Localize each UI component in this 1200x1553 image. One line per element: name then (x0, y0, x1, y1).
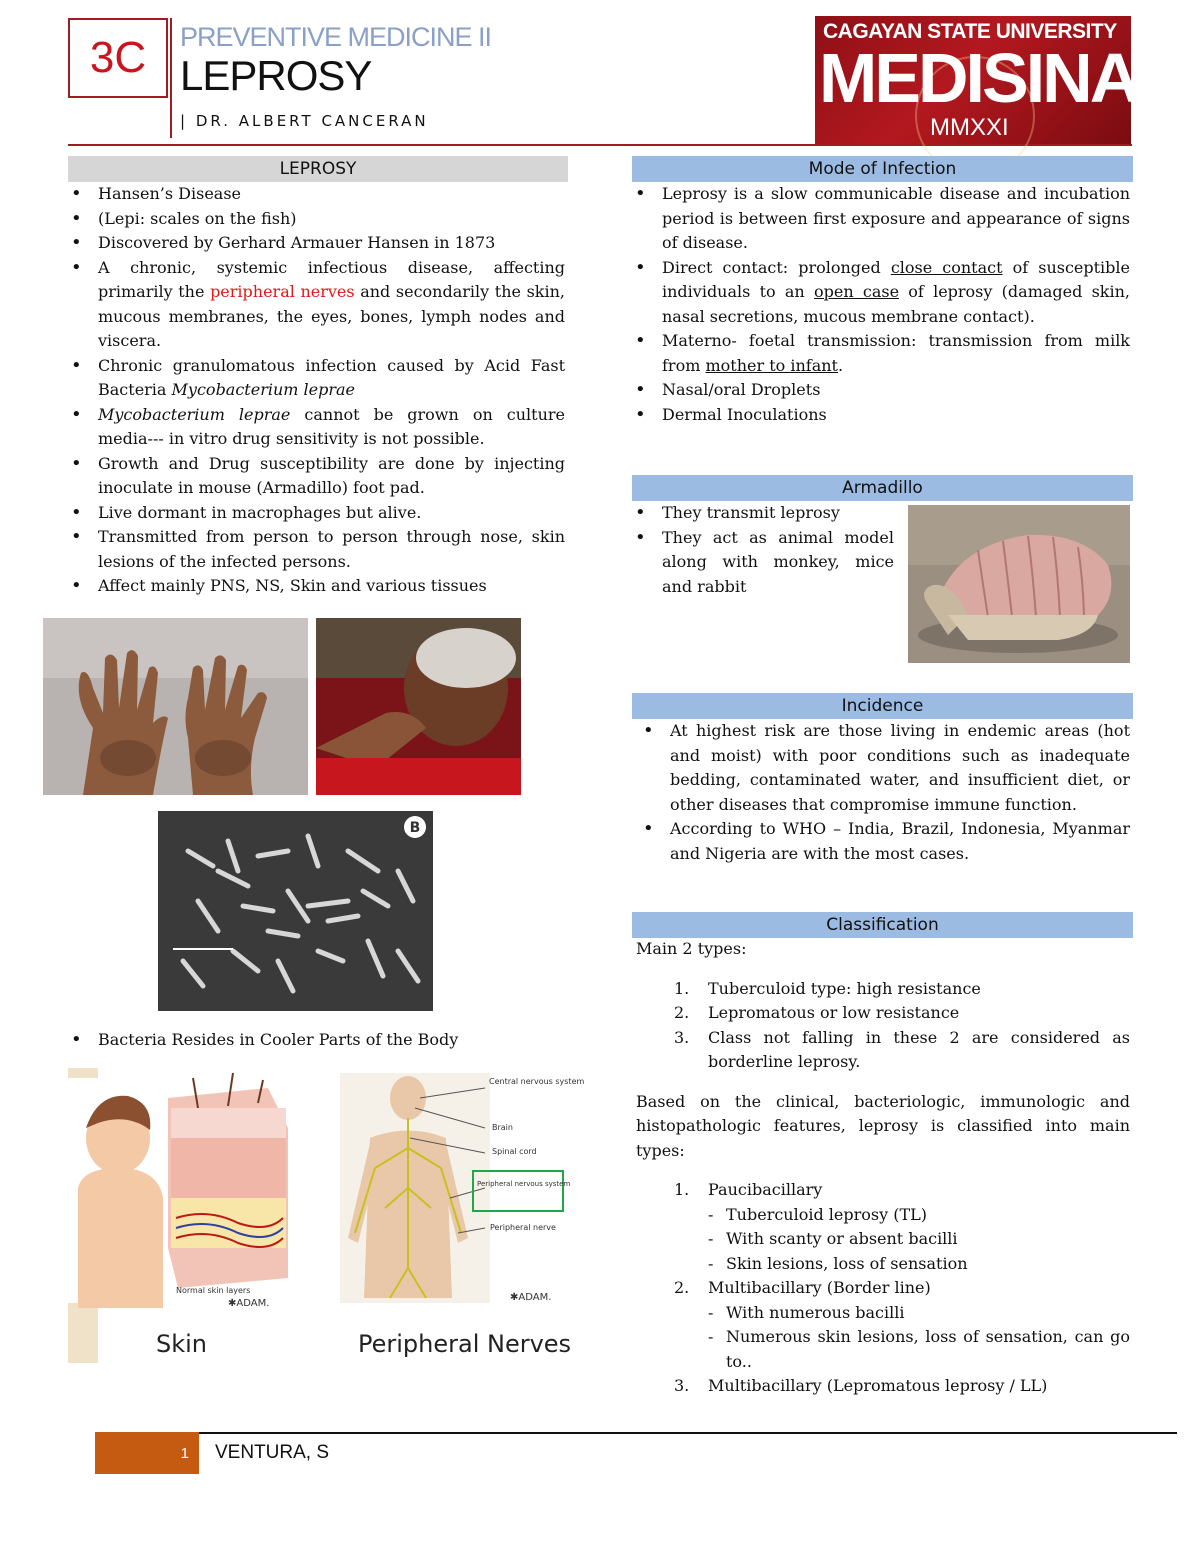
classification-content (636, 937, 1130, 1399)
sub-item: - Numerous skin lesions, loss of sensation, can go to.. (636, 1325, 1130, 1374)
classification-intro: Main 2 types: (636, 939, 747, 958)
classification-section-header: Classification (632, 912, 1133, 938)
nerves-caption: Peripheral Nerves (358, 1330, 572, 1358)
course-title: PREVENTIVE MEDICINE II (180, 22, 492, 52)
brand-year: MMXXI (930, 114, 1009, 141)
leprosy-hands-photo (43, 618, 308, 795)
list-item: 2. Lepromatous or low resistance (674, 1003, 960, 1022)
list-item: • Leprosy is a slow communicable disease and incubation period is between first exposure and appearance of signs of disease. (632, 182, 1130, 256)
list-item: 3. Multibacillary (Lepromatous leprosy / LL) (674, 1376, 1048, 1395)
list-item: • Nasal/oral Droplets (632, 378, 1130, 403)
armadillo-photo (908, 505, 1130, 663)
clinical-types-list (636, 1276, 1130, 1301)
spinal-cord-label: Spinal cord (492, 1147, 537, 1156)
list-item: • Affect mainly PNS, NS, Skin and various tissues (68, 574, 565, 599)
peripheral-nerves-highlight: peripheral nerves (210, 282, 355, 301)
brand-name: MEDISINA (819, 39, 1138, 117)
cooler-parts-note (68, 1028, 565, 1053)
list-item: • A chronic, systemic infectious disease, affecting primarily the peripheral nerves and secondarily the skin, mucous membranes, the eyes, bones, lymph nodes and viscera. (68, 256, 565, 354)
clinical-types-list (636, 1374, 1130, 1399)
peripheral-nerves-illustration (340, 1068, 585, 1368)
list-item: • Discovered by Gerhard Armauer Hansen in 1873 (68, 231, 565, 256)
skin-illustration (68, 1068, 320, 1368)
list-item: 3. Class not falling in these 2 are considered as borderline leprosy. (674, 1027, 1130, 1071)
section-badge: 3C (68, 18, 168, 98)
armadillo-section-header: Armadillo (632, 475, 1133, 501)
topic-title: LEPROSY (180, 52, 372, 99)
list-item: • Chronic granulomatous infection caused by Acid Fast Bacteria Mycobacterium leprae (68, 354, 565, 403)
list-item: • Mycobacterium leprae cannot be grown on culture media--- in vitro drug sensitivity is not possible. (68, 403, 565, 452)
sub-item: - With scanty or absent bacilli (636, 1227, 1130, 1252)
list-item: • They transmit leprosy (632, 501, 894, 526)
cns-label: Central nervous system (489, 1077, 585, 1086)
header-divider-vertical (170, 18, 172, 138)
page-number: 1 (95, 1432, 199, 1474)
skin-caption: Skin (156, 1330, 208, 1358)
sub-item: - Skin lesions, loss of sensation (636, 1252, 1130, 1277)
brain-label: Brain (492, 1123, 513, 1132)
list-item: • According to WHO – India, Brazil, Indonesia, Myanmar and Nigeria are with the most cases. (640, 817, 1130, 866)
footer-divider (199, 1432, 1177, 1434)
armadillo-facts (632, 501, 894, 599)
list-item: 1. Tuberculoid type: high resistance (674, 978, 981, 998)
adam-logo-nerves: ✱ADAM. (510, 1292, 552, 1303)
list-item: • Bacteria Resides in Cooler Parts of the Body (68, 1028, 565, 1053)
micrograph-label: B (409, 820, 421, 836)
list-item: • Growth and Drug susceptibility are done by injecting inoculate in mouse (Armadillo) foot pad. (68, 452, 565, 501)
skin-layers-label: Normal skin layers (176, 1286, 251, 1295)
peripheral-nerve-label: Peripheral nerve (490, 1223, 556, 1232)
lecturer-name: | DR. ALBERT CANCERAN (180, 112, 429, 130)
leprosy-facts (68, 182, 565, 599)
list-item: • At highest risk are those living in endemic areas (hot and moist) with poor conditions such as inadequate bedding, contaminated water, and insufficient diet, or other diseases that compromise immune function. (640, 719, 1130, 817)
list-item: • Transmitted from person to person through nose, skin lesions of the infected persons. (68, 525, 565, 574)
clinical-types-list (636, 1178, 1130, 1203)
classification-paragraph: Based on the clinical, bacteriologic, immunologic and histopathologic features, leprosy is classified into main types: (636, 1091, 1130, 1160)
sub-item: - Tuberculoid leprosy (TL) (636, 1203, 1130, 1228)
leprosy-section-header: LEPROSY (68, 156, 568, 182)
list-item: • Dermal Inoculations (632, 403, 1130, 428)
sub-item: - With numerous bacilli (636, 1301, 1130, 1326)
leprosy-patient-photo (316, 618, 521, 795)
list-item: • Hansen’s Disease (68, 182, 565, 207)
list-item: • (Lepi: scales on the fish) (68, 207, 565, 232)
mycobacterium-micrograph (158, 811, 433, 1011)
list-item: • Direct contact: prolonged close contact of susceptible individuals to an open case of leprosy (damaged skin, nasal secretions, mucous membrane contact). (632, 256, 1130, 330)
incidence-facts (640, 719, 1130, 866)
medisina-logo (815, 16, 1138, 144)
mode-of-infection (632, 182, 1130, 427)
university-name: CAGAYAN STATE UNIVERSITY (823, 20, 1117, 43)
list-item: • They act as animal model along with monkey, mice and rabbit (632, 526, 894, 600)
list-item: 2. Multibacillary (Border line) (674, 1278, 931, 1297)
author-name: VENTURA, S (215, 1442, 330, 1463)
list-item: 1. Paucibacillary (674, 1180, 823, 1199)
list-item: • Live dormant in macrophages but alive. (68, 501, 565, 526)
pns-label: Peripheral nervous system (477, 1180, 571, 1188)
main-types-list (636, 977, 1130, 1075)
mode-section-header: Mode of Infection (632, 156, 1133, 182)
incidence-section-header: Incidence (632, 693, 1133, 719)
list-item: • Materno- foetal transmission: transmission from milk from mother to infant. (632, 329, 1130, 378)
adam-logo-skin: ✱ADAM. (228, 1298, 270, 1309)
